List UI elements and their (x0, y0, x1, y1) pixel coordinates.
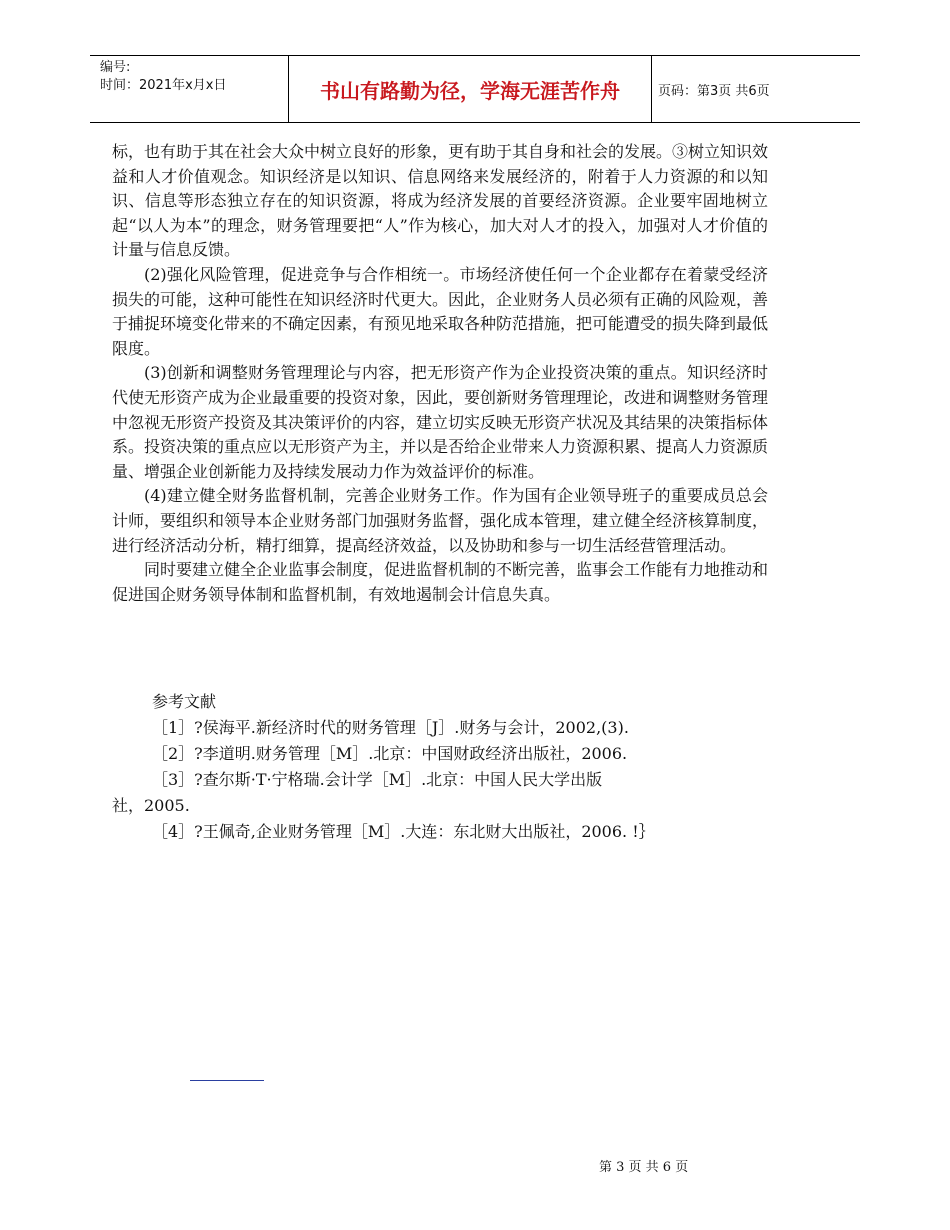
time-label: 时间：2021年x月x日 (100, 78, 227, 93)
paragraph-4: (4)建立健全财务监督机制，完善企业财务工作。作为国有企业领导班子的重要成员总会计师，要组织和领导本企业财务部门加强财务监督，强化成本管理，建立健全经济核算制度，进行经济活动分析，精打细算，提高经济效益，以及协助和参与一切生活经营管理活动。 (112, 486, 769, 555)
header-left-cell (100, 56, 290, 122)
references (112, 689, 792, 845)
page-header (90, 55, 860, 123)
paragraph-5: 同时要建立健全企业监事会制度，促进监督机制的不断完善，监事会工作能有力地推动和促进国企财务领导体制和监督机制，有效地遏制会计信息失真。 (112, 560, 769, 604)
reference-item: ［2］?李道明.财务管理［M］.北京：中国财政经济出版社，2006. (152, 744, 628, 763)
header-motto: 书山有路勤为径，学海无涯苦作舟 (288, 56, 652, 122)
reference-item: ［3］?查尔斯·T·宁格瑞.会计学［M］.北京：中国人民大学出版 (152, 770, 603, 789)
reference-item: ［1］?侯海平.新经济时代的财务管理［J］.财务与会计，2002,(3). (152, 718, 629, 737)
references-title: 参考文献 (152, 692, 217, 711)
body-text (112, 140, 768, 607)
reference-item-continuation: 社，2005. (112, 796, 190, 815)
header-page-info: 页码：第3页 共6页 (658, 83, 770, 99)
paragraph-1: 标，也有助于其在社会大众中树立良好的形象，更有助于其自身和社会的发展。③树立知识效益和人才价值观念。知识经济是以知识、信息网络来发展经济的，附着于人力资源的和以知识、信息等形态独立存在的知识资源，将成为经济发展的首要经济资源。企业要牢固地树立起“以人为本”的理念，财务管理要把“人”作为核心，加大对人才的投入，加强对人才价值的计量与信息反馈。 (112, 142, 769, 260)
underline-mark (190, 1080, 264, 1081)
reference-item: ［4］?王佩奇,企业财务管理［M］.大连：东北财大出版社，2006. !｝ (152, 822, 655, 841)
number-label: 编号: (100, 60, 131, 75)
paragraph-2: (2)强化风险管理，促进竞争与合作相统一。市场经济使任何一个企业都存在着蒙受经济损失的可能，这种可能性在知识经济时代更大。因此，企业财务人员必须有正确的风险观，善于捕捉环境变化带来的不确定因素，有预见地采取各种防范措施，把可能遭受的损失降到最低限度。 (112, 264, 769, 358)
paragraph-3: (3)创新和调整财务管理理论与内容，把无形资产作为企业投资决策的重点。知识经济时代使无形资产成为企业最重要的投资对象，因此，要创新财务管理理论，改进和调整财务管理中忽视无形资产投资及其决策评价的内容，建立切实反映无形资产状况及其结果的决策指标体系。投资决策的重点应以无形资产为主，并以是否给企业带来人力资源积累、提高人力资源质量、增强企业创新能力及持续发展动力作为效益评价的标准。 (112, 363, 769, 481)
footer-page-label: 第 3 页 共 6 页 (599, 1160, 689, 1175)
